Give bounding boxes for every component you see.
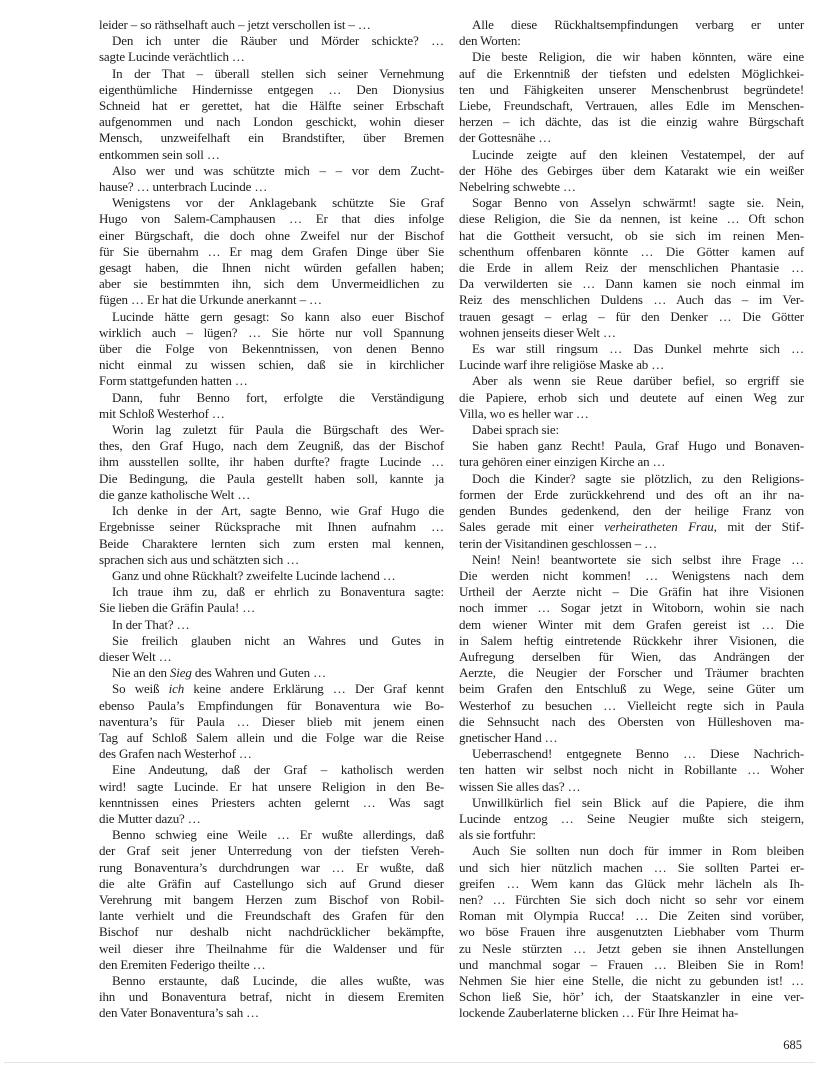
text-line: Lucinde zeigte auf den kleinen Vestatempel, der auf: [472, 146, 804, 162]
text-line: Aerzte, die Neugier der Forscher und Träumer brachten: [459, 665, 804, 681]
text-line: ten und Fähigkeiten unserer Menschenbrust begründete!: [459, 81, 804, 97]
text-line: Schon ließ Sie, hör’ ich, der Staatskanzler in eine ver-: [459, 989, 804, 1005]
text-line: Ganz und ohne Rückhalt? zweifelte Lucinde lachend …: [112, 567, 396, 583]
text-line: Verehrung mit bangem Herzen zum Bischof von Robil-: [99, 891, 444, 907]
text-line: trauen gesagt – erlag – für den Denker … Die Götter: [459, 308, 804, 324]
text-line: diese Religion, die Sie da nennen, ist keine … Oft schon: [459, 211, 804, 227]
text-line: Dabei sprach sie:: [472, 422, 559, 438]
text-line: auf die Erkenntniß der tiefsten und edelsten Möglichkei-: [459, 65, 804, 81]
text-line: genden Bundes gedenkend, den der heilige Franz von: [459, 503, 804, 519]
text-line: Ich traue ihm zu, daß er ehrlich zu Bonaventura sagte:: [112, 584, 444, 600]
text-line: wo böse Frauen ihre ausgenutzten Liebhaber vom Thurm: [459, 924, 804, 940]
text-line: Lucinde warf ihre religiöse Maske ab …: [459, 357, 665, 373]
text-line: mit Schloß Westerhof …: [99, 405, 225, 421]
text-line: als sie fortfuhr:: [459, 827, 536, 843]
text-line: Hugo von Salem-Camphausen … Er that dies infolge: [99, 211, 444, 227]
text-line: Da verwilderten sie … Dann kamen sie noch einmal im: [459, 276, 804, 292]
text-line: Ergebnisse seiner Rücksprache mit Ihnen aufnahm …: [99, 519, 444, 535]
text-column-left: [99, 17, 444, 1022]
text-line: Schneid hat er gerettet, hat die Hälfte seiner Erbschaft: [99, 98, 444, 114]
text-line: wissen Sie alles das? …: [459, 778, 581, 794]
text-line: hause? … unterbrach Lucinde …: [99, 179, 268, 195]
text-line: Liebe, Freundschaft, Vertrauen, alles Edle im Menschen-: [459, 98, 804, 114]
text-line: die Mutter dazu? …: [99, 810, 201, 826]
text-line: aber sie bestimmten ihn, sich dem Unvermeidlichen zu: [99, 276, 444, 292]
text-line: Die beste Religion, die wir haben könnten, wäre eine: [472, 49, 804, 65]
text-line: leider – so räthselhaft auch – jetzt verschollen ist – …: [99, 17, 371, 32]
text-line: terin der Visitandinen geschlossen – …: [459, 535, 657, 551]
text-line: nen? … Fürchten Sie sich doch nicht so sehr vor einem: [459, 891, 804, 907]
text-line: die alte Gräfin auf Castellungo sich auf Grund dieser: [99, 875, 444, 891]
text-line: Beide Charaktere lernten sich zum ersten mal kennen,: [99, 535, 444, 551]
text-line: greifen … Wem kann das Glück mehr lächeln als Ih-: [459, 875, 804, 891]
text-line: zu Nesle stürzten … Jetzt geben sie ihnen Anstellungen: [459, 940, 804, 956]
text-line: In der That? …: [112, 616, 190, 632]
text-line: den Eremiten Federigo theilte …: [99, 956, 266, 972]
text-line: der Graf seit jener Unterredung von der tiefsten Vereh-: [99, 843, 444, 859]
text-column-right: [459, 17, 804, 1022]
text-line: Sales gerade mit einer verheiratheten Frau, mit der Stif-: [459, 519, 805, 535]
text-line: Ueberraschend! entgegnete Benno … Diese Nachrich-: [472, 746, 804, 762]
text-line: Sie haben ganz Recht! Paula, Graf Hugo und Bonaven-: [472, 438, 804, 454]
text-line: Nebelring schwebte …: [459, 179, 576, 195]
text-line: die Sehnsucht nach des Obersten von Hülleshoven ma-: [459, 713, 804, 729]
text-line: lockende Zauberlaterne blicken … Für Ihre Heimat ha-: [459, 1005, 739, 1021]
text-line: Urtheil der Aerzte nicht – Die Gräfin hat ihre Visionen: [459, 584, 804, 600]
text-line: dieser Welt …: [99, 648, 172, 664]
text-line: des Grafen nach Westerhof …: [99, 746, 252, 762]
text-line: wirklich auch – lügen? … Sie hörte nur voll Spannung: [99, 324, 444, 340]
text-line: rung Bonaventura’s durchdrungen war … Er wußte, daß: [99, 859, 444, 875]
text-line: Roman mit Olympia Rucca! … Die Zeiten sind vorüber,: [459, 908, 804, 924]
text-line: eigenthümliche Hindernisse entgegen … Den Dionysius: [99, 81, 444, 97]
text-line: Sie freilich glauben nicht an Wahres und Gutes in: [112, 632, 444, 648]
text-line: wohnen jenseits dieser Welt …: [459, 324, 616, 340]
text-line: ten hatten wir selbst noch nicht in Robillante … Woher: [459, 762, 804, 778]
text-line: Mensch, unzweifelhaft ein Brandstifter, über Bremen: [99, 130, 444, 146]
text-line: aufgenommen und nach London geschickt, wohin dieser: [99, 114, 444, 130]
text-line: tura gehören einer einzigen Kirche an …: [459, 454, 666, 470]
text-line: und sich hier nützlich machen … Sie sollten Partei er-: [459, 859, 804, 875]
text-line: So weiß ich keine andere Erklärung … Der Graf kennt: [112, 681, 444, 697]
text-line: hat die Gottheit versucht, ob sie sich im reinen Men-: [459, 227, 804, 243]
text-line: einer Bürgschaft, die doch ohne Zweifel nur der Bischof: [99, 227, 444, 243]
text-line: sagte Lucinde verächtlich …: [99, 49, 245, 65]
text-line: Es war still ringsum … Das Dunkel mehrte sich …: [472, 341, 804, 357]
text-line: über die Folge von Bekenntnissen, von denen Benno: [99, 341, 444, 357]
text-line: Westerhof zu besuchen … Vielleicht regte sich in Paula: [459, 697, 804, 713]
text-line: kenntnissen eines Priesters achten gelernt … Was sagt: [99, 794, 444, 810]
text-line: lante verhielt und die Freundschaft des Grafen für den: [99, 908, 444, 924]
text-line: ebenso Paula’s Empfindungen für Bonaventura wie Bo-: [99, 697, 444, 713]
text-line: Dann, fuhr Benno fort, erfolgte die Verständigung: [112, 389, 444, 405]
text-line: gesagt haben, die Ihnen nicht würden gefallen haben;: [99, 260, 444, 276]
text-line: Worin lag zuletzt für Paula die Bürgschaft des Wer-: [112, 422, 444, 438]
text-line: Nie an den Sieg des Wahren und Guten …: [112, 665, 326, 681]
text-line: entkommen sein soll …: [99, 146, 220, 162]
text-line: und manchmal sogar – Frauen … Bleiben Sie in Rom!: [459, 956, 804, 972]
text-line: Die werden nicht kommen! … Wenigstens nach dem: [459, 567, 804, 583]
text-line: gnetischer Hand …: [459, 729, 558, 745]
text-line: in Salem heftig eintretende Rückkehr ihrer Visionen, die: [459, 632, 804, 648]
text-line: Villa, wo es heller war …: [459, 405, 589, 421]
text-line: naventura’s für Paula … Dieser blieb mit jenem einen: [99, 713, 444, 729]
text-line: sprachen sich aus und schätzten sich …: [99, 551, 300, 567]
text-line: die ganze katholische Welt …: [99, 486, 251, 502]
text-line: Wenigstens vor der Anklagebank schützte Sie Graf: [112, 195, 444, 211]
text-line: Eine Andeutung, daß der Graf – katholisch werden: [112, 762, 444, 778]
text-line: Form stattgefunden hatten …: [99, 373, 248, 389]
text-line: schenthum offenbaren könnte … Die Götter kamen auf: [459, 243, 804, 259]
text-line: Unwillkürlich fiel sein Blick auf die Papiere, die ihm: [472, 794, 804, 810]
text-line: die Erde in allem Reiz der menschlichen Phantasie …: [459, 260, 804, 276]
text-line: den Vater Bonaventura’s sah …: [99, 1005, 260, 1021]
text-line: Tag auf Schloß Salem allein und die Folge war die Reise: [99, 729, 444, 745]
text-line: ihn und Bonaventura betraf, nicht in diesem Eremiten: [99, 989, 444, 1005]
text-line: In der That – überall stellen sich seiner Vernehmung: [112, 65, 444, 81]
text-line: ihm ausstellen sollte, ihr haben durfte? fragte Lucinde …: [99, 454, 444, 470]
page-number: 685: [783, 1038, 802, 1052]
text-line: noch immer … Sogar jetzt in Witoborn, wohin sie nach: [459, 600, 804, 616]
text-line: Also wer und was schützte mich – – vor dem Zucht-: [112, 162, 444, 178]
text-line: der Höhe des Gebirges über dem Katarakt wie ein weißer: [459, 162, 804, 178]
text-line: Auch Sie sollten nun doch für immer in Rom bleiben: [472, 843, 804, 859]
text-line: beim Grafen den Entschluß zu Wege, seine Güter um: [459, 681, 804, 697]
text-line: Bischof nur deshalb nicht nachdrücklicher bekämpfte,: [99, 924, 444, 940]
text-line: Nein! Nein! beantwortete sie sich selbst ihre Frage …: [472, 551, 804, 567]
text-line: für Sie übernahm … Er mag dem Grafen Dinge über Sie: [99, 243, 444, 259]
text-line: weil dieser ihre Theilnahme für die Waldenser und für: [99, 940, 444, 956]
text-line: formen der Erde zurückkehrend und des oft an ihr na-: [459, 486, 804, 502]
text-line: fügen … Er hat die Urkunde anerkannt – …: [99, 292, 322, 308]
text-line: Alle diese Rückhaltsempfindungen verbarg er unter: [472, 17, 804, 32]
text-line: dem wiener Winter mit dem Grafen gereist ist … Die: [459, 616, 804, 632]
text-line: Den ich unter die Räuber und Mörder schickte? …: [112, 33, 444, 49]
text-line: der Gottesnähe …: [459, 130, 552, 146]
text-line: Sie lieben die Gräfin Paula! …: [99, 600, 256, 616]
text-line: herzen – ich dächte, das ist die einzig wahre Bürgschaft: [459, 114, 804, 130]
text-line: Nehmen Sie hier eine Stelle, die nicht zu gebunden ist! …: [459, 972, 804, 988]
text-line: Aber als wenn sie Reue darüber befiel, so ergriff sie: [472, 373, 804, 389]
text-line: die Papiere, erhob sich und deutete auf einen Weg zur: [459, 389, 804, 405]
text-line: Lucinde entzog … Seine Neugier mußte sich steigern,: [459, 810, 804, 826]
text-line: wird! sagte Lucinde. Er hat unsere Religion in den Be-: [99, 778, 444, 794]
text-line: Benno schwieg eine Weile … Er wußte allerdings, daß: [112, 827, 444, 843]
text-line: Reiz des menschlichen Duldens … Auch das – im Ver-: [459, 292, 804, 308]
text-line: Aufregung derselben für Wien, das Andrängen der: [459, 648, 804, 664]
text-line: Sogar Benno von Asselyn schwärmt! sagte sie. Nein,: [472, 195, 804, 211]
text-line: Doch die Kinder? sagte sie plötzlich, zu den Religions-: [472, 470, 804, 486]
text-line: Lucinde hätte gern gesagt: So kann also euer Bischof: [112, 308, 444, 324]
text-line: thes, den Graf Hugo, nach dem Zeugniß, das der Bischof: [99, 438, 444, 454]
text-line: Die Bedingung, die Paula gestellt haben soll, kannte ja: [99, 470, 444, 486]
text-line: den Worten:: [459, 33, 521, 49]
text-line: Benno erstaunte, daß Lucinde, die alles wußte, was: [112, 972, 444, 988]
text-line: nicht einmal zu wissen schien, daß sie in kirchlicher: [99, 357, 444, 373]
text-line: Ich denke in der Art, sagte Benno, wie Graf Hugo die: [112, 503, 444, 519]
